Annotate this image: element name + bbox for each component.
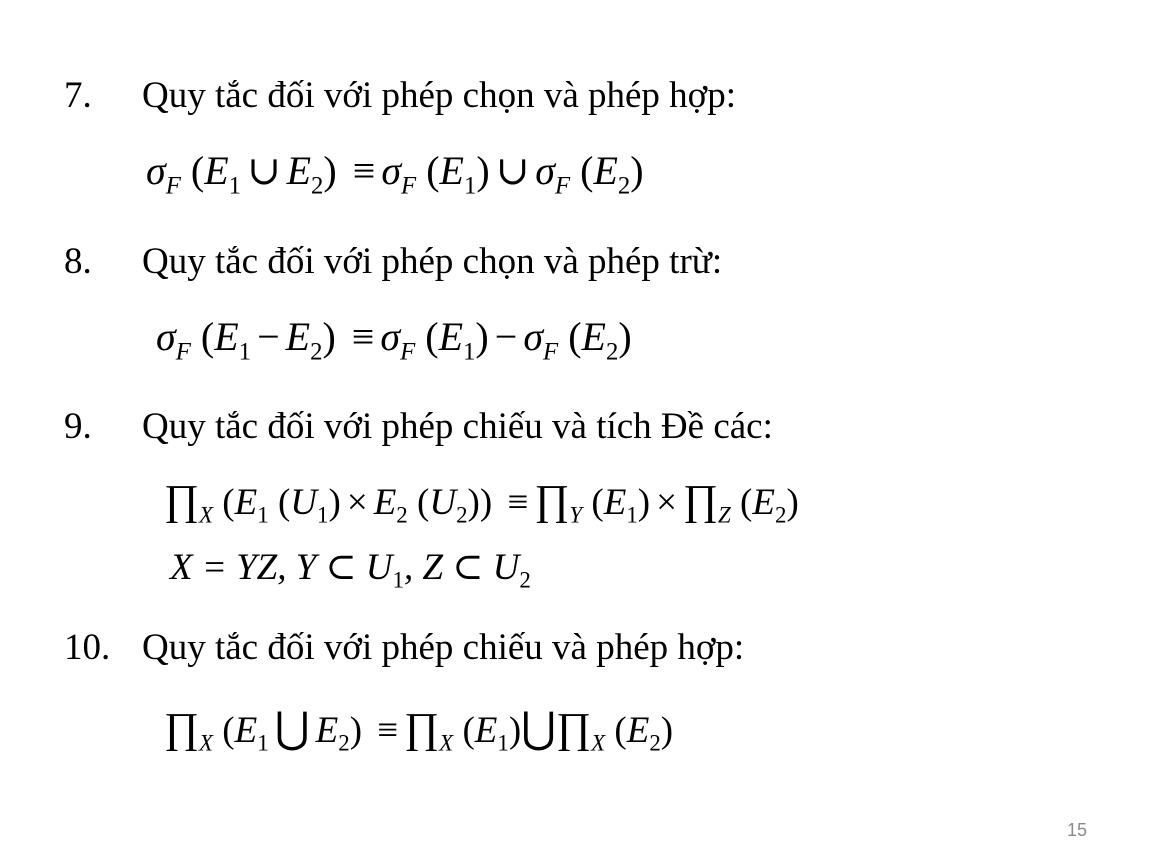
rule-text: Quy tắc đối với phép chiếu và tích Đề các: (142, 406, 773, 447)
rule-number: 7. (64, 75, 92, 116)
formula-attribute-condition: X = YZ, Y ⊂ $U_1$, Z ⊂ $U_2$ (170, 547, 531, 593)
rule-8 (64, 242, 722, 282)
rule-9 (64, 407, 773, 447)
rule-7 (64, 76, 736, 116)
rule-number: 10. (64, 627, 111, 668)
rule-text: Quy tắc đối với phép chọn và phép trừ: (142, 241, 723, 282)
rule-text: Quy tắc đối với phép chọn và phép hợp: (142, 75, 737, 116)
rule-number: 9. (64, 406, 92, 447)
page-number: 15 (1066, 820, 1087, 840)
rule-text: Quy tắc đối với phép chiếu và phép hợp: (142, 627, 745, 668)
formula-select-difference: $\sigma_F$ $(E_1 - E_2) \equiv \sigma_F$ $(E_1) - \sigma_F$ $(E_2)$ (156, 314, 632, 366)
rule-number: 8. (64, 241, 92, 282)
formula-select-union: $\sigma_F$ ($E_1$ ∪ $E_2) \equiv \sigma_F$ $(E_1)$ ∪ $\sigma_F$ $(E_2)$ (146, 148, 644, 200)
formula-projection-product: $\prod_X$ ($E_1$ $(U_1) \times E_2$ $(U_2)$) ≡ $\prod_Y$ $(E_1)$ × $\prod_Z$ $(E_2)$ (164, 477, 799, 528)
rule-10 (64, 628, 744, 668)
formula-projection-union: $\prod_X$ ($E_1$ ⋃ $E_2$) ≡ $\prod_X$ $(E_1)⋃\prod_X$ $(E_2)$ (164, 705, 674, 756)
